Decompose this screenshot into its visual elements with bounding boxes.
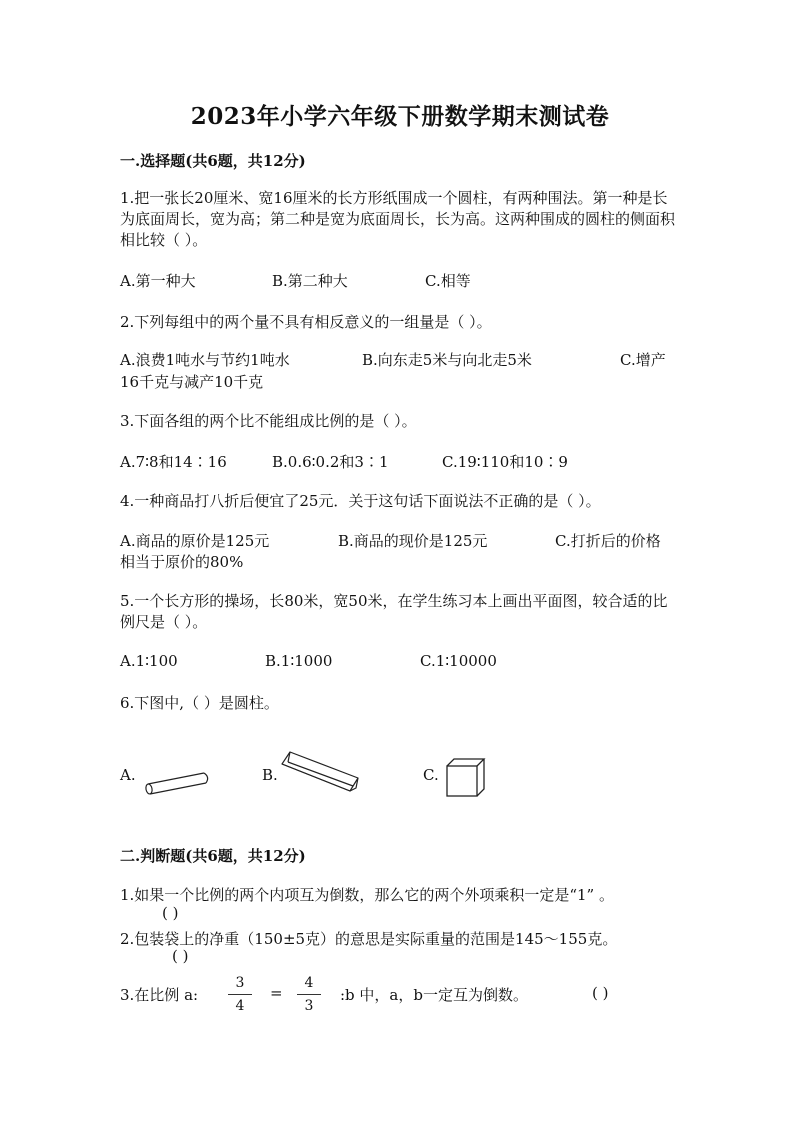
- question-2-option-b: B.向东走5米与向北走5米: [362, 351, 532, 369]
- question-1-option-a: A.第一种大: [120, 272, 196, 290]
- fraction-bar: [228, 994, 252, 995]
- question-2-option-c-continued: 16千克与减产10千克: [120, 373, 264, 391]
- judgement-1-answer-blank: ( ): [162, 904, 179, 922]
- question-2-option-a: A.浪费1吨水与节约1吨水: [120, 351, 290, 369]
- fraction-numerator: 4: [304, 975, 314, 991]
- equals-sign: =: [270, 984, 283, 1002]
- fraction-three-quarters: [228, 975, 252, 1014]
- question-6-option-b: B.: [262, 766, 278, 784]
- question-4-option-c: C.打折后的价格: [555, 532, 661, 550]
- judgement-2-answer-blank: ( ): [172, 947, 189, 965]
- question-3-text: 3.下面各组的两个比不能组成比例的是（ ）。: [120, 412, 417, 430]
- question-5-option-a: A.1∶100: [120, 652, 178, 670]
- question-3-option-b: B.0.6∶0.2和3∶1: [272, 453, 389, 471]
- question-6-option-c: C.: [423, 766, 439, 784]
- question-2-option-c: C.增产: [620, 351, 666, 369]
- fraction-four-thirds: [297, 975, 321, 1014]
- fraction-bar: [297, 994, 321, 995]
- question-1-text: 1.把一张长20厘米、宽16厘米的长方形纸围成一个圆柱，有两种围法。第一种是长为底面周长，宽为高；第二种是宽为底面周长，长为高。这两种围成的圆柱的侧面积相比较（ ）。: [120, 189, 676, 249]
- section-heading-judgement: 二.判断题(共6题，共12分): [120, 847, 306, 865]
- question-2-text: 2.下列每组中的两个量不具有相反意义的一组量是（ ）。: [120, 313, 492, 331]
- question-1-option-c: C.相等: [425, 272, 471, 290]
- cube-figure: [444, 757, 486, 799]
- question-5-option-c: C.1∶10000: [420, 652, 497, 670]
- question-4-option-a: A.商品的原价是125元: [120, 532, 270, 550]
- fraction-numerator: 3: [235, 975, 245, 991]
- judgement-1-text: 1.如果一个比例的两个内项互为倒数，那么它的两个外项乘积一定是“1” 。: [120, 886, 614, 904]
- thin-cylinder-figure: [142, 770, 212, 800]
- judgement-3-prefix: 3.在比例 a:: [120, 986, 199, 1004]
- judgement-3-suffix: :b 中，a，b一定互为倒数。: [340, 986, 528, 1004]
- question-6-text: 6.下图中,（ ）是圆柱。: [120, 694, 279, 712]
- question-4-text: 4.一种商品打八折后便宜了25元．关于这句话下面说法不正确的是（ ）。: [120, 492, 601, 510]
- question-3-option-a: A.7∶8和14∶16: [120, 453, 227, 471]
- question-6-option-a: A.: [120, 766, 136, 784]
- fraction-denominator: 4: [235, 998, 245, 1014]
- question-5-text: 5.一个长方形的操场，长80米，宽50米，在学生练习本上画出平面图，较合适的比例尺是（ ）。: [120, 592, 668, 631]
- fraction-denominator: 3: [304, 998, 314, 1014]
- judgement-2-text: 2.包装袋上的净重（150±5克）的意思是实际重量的范围是145～155克。: [120, 930, 618, 948]
- question-5-option-b: B.1∶1000: [265, 652, 333, 670]
- question-3-option-c: C.19∶110和10∶9: [442, 453, 568, 471]
- question-4-option-b: B.商品的现价是125元: [338, 532, 488, 550]
- question-4-option-c-continued: 相当于原价的80%: [120, 553, 244, 571]
- judgement-3-answer-blank: ( ): [592, 984, 609, 1002]
- triangular-prism-figure: [278, 748, 362, 796]
- section-heading-choice: 一.选择题(共6题，共12分): [120, 152, 306, 170]
- question-1-option-b: B.第二种大: [272, 272, 348, 290]
- page-title: 2023年小学六年级下册数学期末测试卷: [190, 103, 610, 130]
